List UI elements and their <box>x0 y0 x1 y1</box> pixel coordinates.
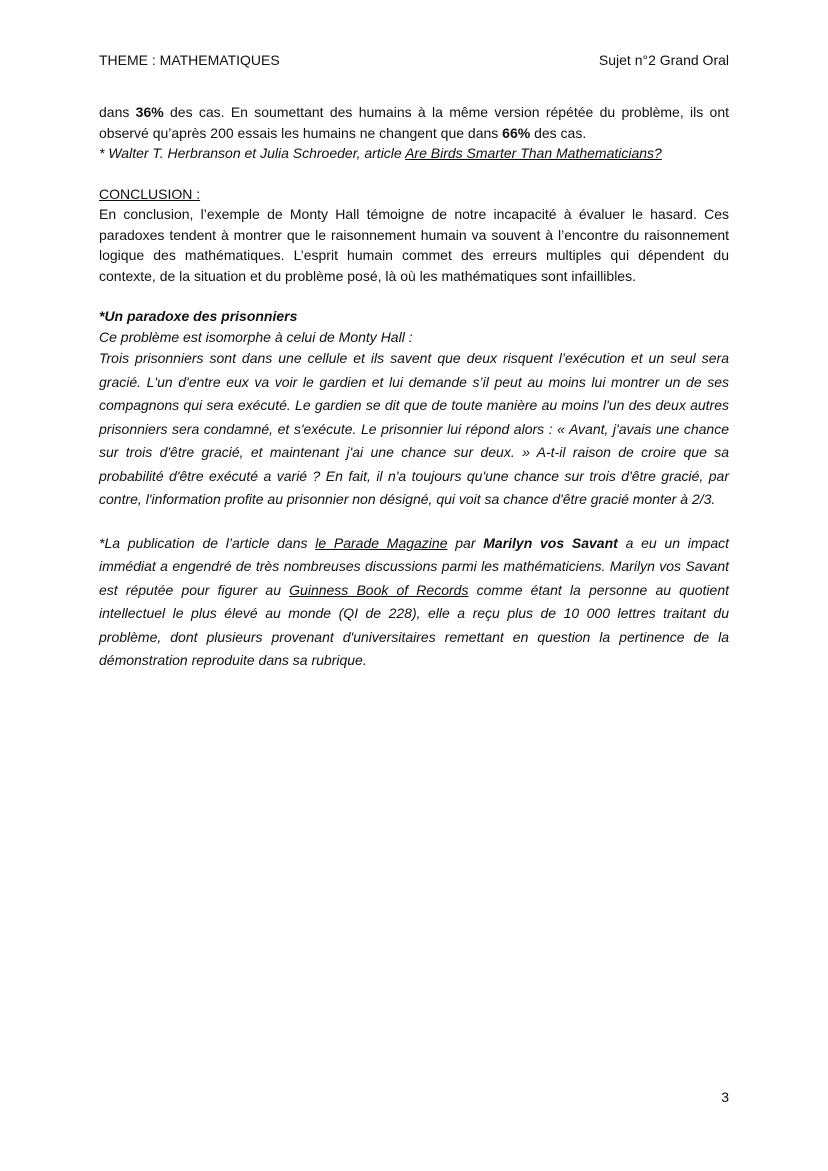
prisoners-text: Trois prisonniers sont dans une cellule et ils savent que deux risquent l’exécution et un seul sera gracié. L'un d'entre eux va voir le gardien et lui demande s’il peut au moins lui montrer un de ses compagnons qui sera exécuté. Le gardien se dit que de toute manière au moins l'un des deux autres prisonniers sera condamné, et s'exécute. Le prisonnier lui répond alors : « Avant, j'avais une chance sur trois d'être gracié, et maintenant j'ai une chance sur deux. » A-t-il raison de croire que sa probabilité d'être exécuté a varié ? En fait, il n'a toujours qu'une chance sur trois d'être gracié, par contre, l'information profite au prisonnier non désigné, qui voit sa chance d'être gracié monter à 2/3. <box>99 350 729 507</box>
intro-percent-1: 36% <box>135 104 164 120</box>
page-header <box>99 50 729 70</box>
header-theme: THEME : MATHEMATIQUES <box>99 52 280 68</box>
intro-reference <box>99 143 729 164</box>
intro-paragraph <box>99 102 729 143</box>
note-text-1: *La publication de l’article dans <box>99 534 316 551</box>
document-page <box>99 50 729 1160</box>
note-text-2: par <box>447 534 484 551</box>
note-text-3: a eu un impact immédiat a engendré de très nombreuses discussions parmi les mathématiciens. Marilyn vos Savant est réputée pour figurer au <box>99 534 729 598</box>
intro-section <box>99 102 729 164</box>
page-number: 3 <box>721 1089 729 1105</box>
note-magazine: le Parade Magazine <box>315 534 448 551</box>
note-text-4: comme étant la personne au quotient intellectuel le plus élevé au monde (QI de 228), elle a reçu plus de 10 000 lettres traitant du problème, dont plusieurs provenant d'universitaires remettant en question la pertinence de la démonstration reproduite dans sa rubrique. <box>99 581 730 668</box>
conclusion-text: En conclusion, l’exemple de Monty Hall témoigne de notre incapacité à évaluer le hasard. Ces paradoxes tendent à montrer que le raisonnement humain va souvent à l’encontre du raisonnement logique des mathématiques. L’esprit humain commet des erreurs multiples qui dépendent du contexte, de la situation et du problème posé, là où les mathématiques sont infaillibles. <box>99 206 729 284</box>
intro-text-2: des cas. En soumettant des humains à la même version répétée du problème, ils ont observé qu’après 200 essais les humains ne changent que dans <box>99 104 730 141</box>
reference-authors: * Walter T. Herbranson et Julia Schroeder, article <box>99 145 406 161</box>
conclusion-section <box>99 184 729 287</box>
conclusion-heading: CONCLUSION : <box>99 185 201 202</box>
reference-article-title: Are Birds Smarter Than Mathematicians? <box>405 145 662 161</box>
note-section <box>99 532 729 673</box>
note-author: Marilyn vos Savant <box>483 534 618 551</box>
header-subject: Sujet n°2 Grand Oral <box>598 52 729 68</box>
intro-percent-2: 66% <box>502 124 531 141</box>
intro-text-1: dans <box>99 104 136 120</box>
intro-text-3: des cas. <box>530 124 587 141</box>
prisoners-heading: *Un paradoxe des prisonniers <box>99 308 298 324</box>
note-paragraph <box>99 532 729 673</box>
note-guinness: Guinness Book of Records <box>289 581 469 598</box>
prisoners-subheading: Ce problème est isomorphe à celui de Monty Hall : <box>99 328 413 345</box>
prisoners-section <box>99 306 729 512</box>
